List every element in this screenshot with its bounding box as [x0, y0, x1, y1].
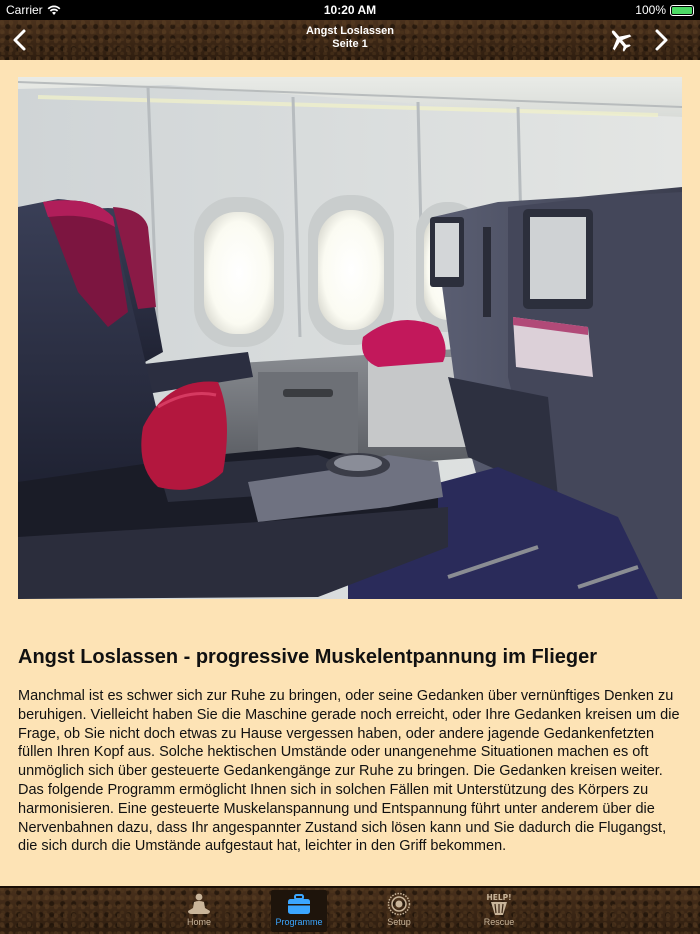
tab-setup-label: Setup [387, 917, 411, 927]
article-title: Angst Loslassen - progressive Muskelentpannung im Flieger [18, 646, 598, 668]
battery-status [635, 3, 694, 17]
tab-bar [0, 886, 700, 934]
tab-setup[interactable] [371, 890, 427, 932]
airplane-icon[interactable] [606, 26, 634, 54]
carrier-label: Carrier [6, 3, 43, 17]
battery-icon [670, 5, 694, 16]
forward-chevron-icon[interactable] [648, 26, 674, 54]
dial-icon [386, 892, 412, 916]
status-bar [0, 0, 700, 20]
nav-title-main: Angst Loslassen [305, 25, 395, 37]
navigation-bar [0, 20, 700, 60]
tab-home-label: Home [186, 917, 211, 927]
briefcase-icon [286, 892, 312, 916]
tab-programme-label: Programme [275, 917, 323, 927]
help-badge-text: HELP! [486, 893, 512, 902]
cabin-photo [18, 77, 682, 599]
help-sign-icon [486, 892, 512, 916]
nav-title [0, 25, 700, 51]
meditating-person-icon [186, 892, 212, 916]
status-time: 10:20 AM [323, 3, 377, 17]
nav-subtitle: Seite 1 [332, 38, 368, 50]
tab-rescue[interactable] [471, 890, 527, 932]
battery-percent: 100% [635, 3, 666, 17]
tab-programme[interactable] [271, 890, 327, 932]
tab-rescue-label: Rescue [483, 917, 515, 927]
article-body: Manchmal ist es schwer sich zur Ruhe zu bringen, oder seine Gedanken über vernünftiges Denken zu beruhigen. Vielleicht haben Sie die Maschine gerade noch erreicht, oder Ihre Gedanken kreisen um die Frage, ob Sie nicht doch etwas zu Hause vergessen haben, oder andere jagende Gedankenfetzten füllen Ihren Kopf aus. Solche hektischen Umstände oder unangenehme Situationen machen es oft unmöglich sich über gesteuerte Gedankengänge zur Ruhe zu bringen. Die Gedanken kreisen weiter. Das folgende Programm ermöglicht Ihnen sich in solchen Fällen mit Unterstützung des Körpers zu harmonisieren. Eine gesteuerte Muskelanspannung und Entspannung führt unter anderem über die Nervenbahnen dazu, dass Ihr angespannter Zustand sich lösen kann und Sie dadurch die Flugangst, die sich durch die Umstände aufgestaut hat, leichter in den Griff bekommen. [18, 688, 680, 855]
tab-home[interactable] [171, 890, 227, 932]
